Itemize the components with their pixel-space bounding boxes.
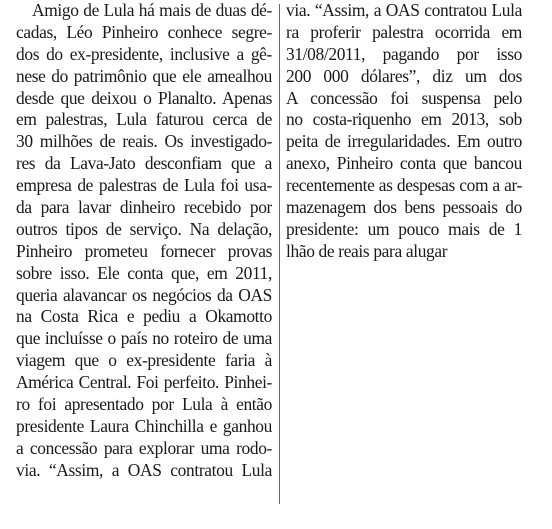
article-line: presidente Laura Chinchilla e ganhou <box>16 415 272 436</box>
article-line: Pinheiro prometeu fornecer provas <box>16 240 272 261</box>
article-line: cadas, Léo Pinheiro conhece segre- <box>16 21 272 42</box>
column-divider <box>279 4 280 504</box>
article-line: A concessão foi suspensa pelo <box>286 87 522 108</box>
article-line: que incluísse o país no roteiro de uma <box>16 328 272 349</box>
article-line: ro foi apresentado por Lula à então <box>16 394 272 415</box>
article-line: empresa de palestras de Lula foi usa- <box>16 175 272 196</box>
article-line: 30 milhões de reais. Os investigado- <box>16 131 272 152</box>
article-line: nese do patrimônio que ele amealhou <box>16 65 272 86</box>
article-line: na Costa Rica e pediu a Okamotto <box>16 306 272 327</box>
article-line: mazenagem dos bens pessoais do <box>286 197 522 218</box>
article-line: recentemente as despesas com a ar- <box>286 175 522 196</box>
article-line: via. “Assim, a OAS contratou Lula <box>286 0 522 20</box>
article-column-right <box>286 0 522 263</box>
article-line: anexo, Pinheiro conta que bancou <box>286 153 522 174</box>
article-line: res da Lava-Jato desconfiam que a <box>16 153 272 174</box>
article-line: 200 000 dólares”, diz um dos <box>286 65 522 86</box>
article-line: 31/08/2011, pagando por isso <box>286 43 522 64</box>
article-line: sobre isso. Ele conta que, em 2011, <box>16 262 272 283</box>
article-line: via. “Assim, a OAS contratou Lula <box>16 459 272 480</box>
article-line: da para lavar dinheiro recebido por <box>16 197 272 218</box>
article-line: viagem que o ex-presidente faria à <box>16 350 272 371</box>
article-line: outros tipos de serviço. Na delação, <box>16 218 272 239</box>
article-line: ra proferir palestra ocorrida em <box>286 21 522 42</box>
article-column-left <box>16 0 272 482</box>
article-line: no costa-riquenho em 2013, sob <box>286 109 522 130</box>
article-line: desde que deixou o Planalto. Apenas <box>16 87 272 108</box>
article-line: América Central. Foi perfeito. Pinhei- <box>16 372 272 393</box>
article-line: peita de irregularidades. Em outro <box>286 131 522 152</box>
article-line: queria alavancar os negócios da OAS <box>16 284 272 305</box>
article-line: dos do ex-presidente, inclusive a gê- <box>16 43 272 64</box>
article-line: em palestras, Lula faturou cerca de <box>16 109 272 130</box>
article-line: presidente: um pouco mais de 1 <box>286 218 522 239</box>
article-line: Amigo de Lula há mais de duas dé- <box>32 0 272 20</box>
article-line: lhão de reais para alugar <box>286 240 448 261</box>
article-line: a concessão para explorar uma rodo- <box>16 437 272 458</box>
